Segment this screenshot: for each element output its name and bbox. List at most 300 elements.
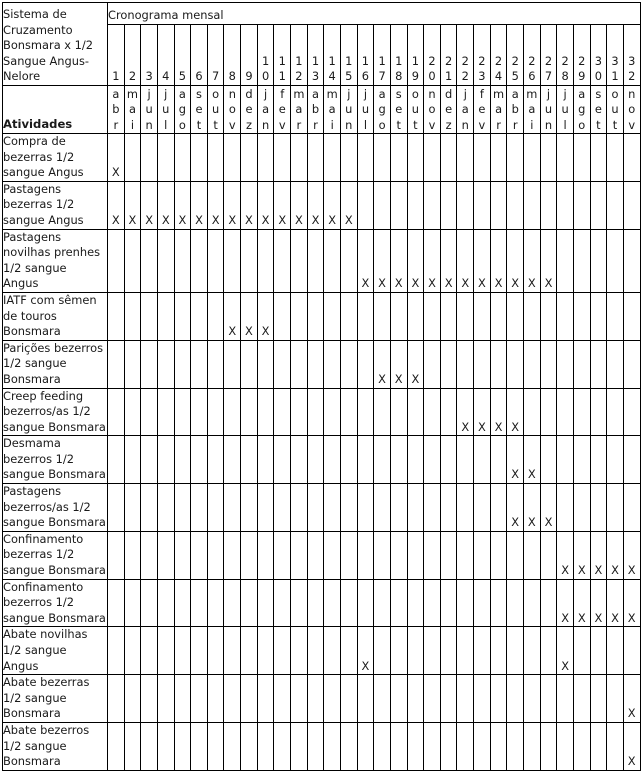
month-number-28: 2 8 [557,25,574,86]
schedule-cell [590,388,607,436]
schedule-cell [174,722,191,770]
schedule-cell [507,531,524,579]
system-title-line: Sangue Angus- [3,53,90,68]
schedule-cell [174,675,191,723]
schedule-cell [191,340,208,388]
schedule-cell [274,675,291,723]
schedule-cell [291,627,308,675]
month-abbr-14: m a i [324,86,341,134]
schedule-cell [390,388,407,436]
activity-label: Confinamento bezerras 1/2 sangue Bonsmara [3,531,108,579]
schedule-cell [573,340,590,388]
schedule-cell [623,436,640,484]
month-number-30: 3 0 [590,25,607,86]
schedule-cell [507,722,524,770]
schedule-cell [440,722,457,770]
schedule-cell [440,484,457,532]
schedule-cell [474,579,491,627]
schedule-cell [357,388,374,436]
schedule-cell [607,181,624,229]
schedule-cell [440,388,457,436]
activity-row [3,436,641,484]
schedule-mark: X [573,531,590,579]
month-number-1: 1 [108,25,125,86]
schedule-cell [524,388,541,436]
activity-label: Creep feeding bezerros/as 1/2 sangue Bonsmara [3,388,108,436]
schedule-cell [357,181,374,229]
schedule-cell [174,436,191,484]
schedule-cell [374,722,391,770]
schedule-cell [174,340,191,388]
schedule-cell [157,292,174,340]
schedule-cell [124,675,141,723]
schedule-cell [590,134,607,182]
month-abbr-25: a b r [507,86,524,134]
schedule-cell [174,134,191,182]
schedule-cell [124,292,141,340]
schedule-cell [124,229,141,292]
schedule-cell [424,722,441,770]
schedule-cell [390,484,407,532]
month-abbr-20: n o v [424,86,441,134]
schedule-cell [257,134,274,182]
schedule-mark: X [241,292,258,340]
schedule-cell [490,627,507,675]
schedule-cell [557,134,574,182]
schedule-cell [573,627,590,675]
schedule-cell [241,436,258,484]
schedule-cell [174,531,191,579]
schedule-cell [490,531,507,579]
schedule-mark: X [407,340,424,388]
schedule-cell [474,292,491,340]
schedule-cell [241,722,258,770]
schedule-cell [457,675,474,723]
schedule-mark: X [557,579,574,627]
schedule-cell [108,388,125,436]
schedule-cell [424,627,441,675]
schedule-cell [557,181,574,229]
schedule-cell [174,229,191,292]
schedule-cell [607,484,624,532]
schedule-cell [474,722,491,770]
schedule-cell [141,292,158,340]
schedule-cell [374,484,391,532]
schedule-cell [540,531,557,579]
schedule-cell [407,484,424,532]
schedule-mark: X [474,229,491,292]
schedule-cell [474,340,491,388]
schedule-cell [241,484,258,532]
month-number-32: 3 2 [623,25,640,86]
schedule-mark: X [440,229,457,292]
schedule-cell [108,579,125,627]
schedule-mark: X [257,292,274,340]
schedule-mark: X [291,181,308,229]
schedule-cell [590,484,607,532]
schedule-cell [141,388,158,436]
schedule-cell [457,579,474,627]
schedule-mark: X [224,181,241,229]
schedule-cell [357,292,374,340]
schedule-cell [291,340,308,388]
schedule-cell [623,292,640,340]
schedule-cell [207,627,224,675]
schedule-cell [207,531,224,579]
cronograma-table [2,2,641,771]
schedule-cell [623,388,640,436]
schedule-cell [573,722,590,770]
schedule-cell [141,484,158,532]
schedule-cell [191,292,208,340]
schedule-mark: X [424,229,441,292]
schedule-cell [457,484,474,532]
schedule-cell [241,388,258,436]
schedule-mark: X [207,181,224,229]
schedule-mark: X [374,229,391,292]
schedule-cell [291,229,308,292]
schedule-cell [257,388,274,436]
schedule-cell [141,436,158,484]
schedule-cell [357,722,374,770]
schedule-cell [324,531,341,579]
schedule-cell [424,484,441,532]
schedule-cell [390,627,407,675]
schedule-mark: X [357,229,374,292]
schedule-cell [241,340,258,388]
schedule-cell [124,722,141,770]
schedule-cell [124,484,141,532]
schedule-cell [307,134,324,182]
schedule-cell [191,229,208,292]
schedule-cell [440,531,457,579]
schedule-cell [241,134,258,182]
schedule-cell [191,388,208,436]
schedule-cell [257,675,274,723]
schedule-mark: X [623,531,640,579]
schedule-cell [291,675,308,723]
schedule-cell [374,579,391,627]
schedule-cell [307,579,324,627]
schedule-cell [407,675,424,723]
schedule-cell [590,675,607,723]
schedule-cell [507,292,524,340]
schedule-cell [557,292,574,340]
month-abbr-29: a g o [573,86,590,134]
month-abbr-5: a g o [174,86,191,134]
schedule-cell [357,484,374,532]
schedule-cell [191,436,208,484]
schedule-cell [457,627,474,675]
schedule-cell [607,388,624,436]
schedule-cell [524,722,541,770]
schedule-cell [457,134,474,182]
activity-row [3,627,641,675]
schedule-cell [224,484,241,532]
schedule-cell [157,531,174,579]
month-abbr-19: o u t [407,86,424,134]
schedule-cell [224,531,241,579]
month-abbr-24: m a r [490,86,507,134]
schedule-cell [573,134,590,182]
schedule-cell [257,531,274,579]
schedule-cell [623,484,640,532]
schedule-cell [557,388,574,436]
month-number-27: 2 7 [540,25,557,86]
schedule-cell [623,229,640,292]
schedule-cell [324,229,341,292]
schedule-cell [124,340,141,388]
schedule-cell [157,627,174,675]
month-abbr-2: m a i [124,86,141,134]
schedule-mark: X [108,181,125,229]
activity-label: Abate bezerros 1/2 sangue Bonsmara [3,722,108,770]
schedule-cell [307,388,324,436]
schedule-cell [108,436,125,484]
month-number-10: 1 0 [257,25,274,86]
schedule-cell [157,436,174,484]
schedule-cell [507,675,524,723]
schedule-cell [124,388,141,436]
schedule-cell [573,229,590,292]
schedule-cell [291,388,308,436]
month-abbr-32: n o v [623,86,640,134]
schedule-mark: X [590,579,607,627]
schedule-cell [540,181,557,229]
month-abbr-30: s e t [590,86,607,134]
schedule-cell [424,340,441,388]
schedule-mark: X [124,181,141,229]
schedule-mark: X [174,181,191,229]
month-number-7: 7 [207,25,224,86]
schedule-cell [607,675,624,723]
schedule-cell [124,531,141,579]
schedule-mark: X [557,531,574,579]
schedule-cell [623,627,640,675]
month-abbr-21: d e z [440,86,457,134]
system-title-line: Sistema de [3,7,67,22]
schedule-cell [324,484,341,532]
schedule-cell [424,531,441,579]
month-abbr-6: s e t [191,86,208,134]
month-abbr-31: o u t [607,86,624,134]
month-abbr-23: f e v [474,86,491,134]
month-number-26: 2 6 [524,25,541,86]
month-number-17: 1 7 [374,25,391,86]
schedule-cell [474,484,491,532]
schedule-cell [607,292,624,340]
activities-header: Atividades [3,86,108,134]
schedule-cell [490,675,507,723]
schedule-mark: X [357,627,374,675]
schedule-cell [324,340,341,388]
schedule-cell [540,675,557,723]
schedule-mark: X [540,484,557,532]
schedule-mark: X [607,579,624,627]
schedule-cell [440,627,457,675]
schedule-mark: X [307,181,324,229]
schedule-cell [557,436,574,484]
schedule-cell [108,722,125,770]
schedule-cell [540,722,557,770]
schedule-cell [374,181,391,229]
month-number-29: 2 9 [573,25,590,86]
schedule-cell [157,722,174,770]
schedule-cell [307,340,324,388]
cronograma-label: Cronograma mensal [108,3,641,25]
schedule-cell [474,436,491,484]
schedule-cell [440,134,457,182]
schedule-cell [157,675,174,723]
schedule-mark: X [590,531,607,579]
month-abbr-13: a b r [307,86,324,134]
system-title [3,3,108,86]
schedule-cell [274,388,291,436]
schedule-cell [524,531,541,579]
schedule-cell [440,292,457,340]
schedule-cell [291,579,308,627]
month-abbr-12: m a r [291,86,308,134]
schedule-cell [357,675,374,723]
schedule-cell [474,181,491,229]
schedule-cell [324,388,341,436]
schedule-cell [291,436,308,484]
schedule-cell [291,292,308,340]
schedule-cell [557,675,574,723]
schedule-cell [207,579,224,627]
month-abbr-15: j u n [340,86,357,134]
activity-label: Abate novilhas 1/2 sangue Angus [3,627,108,675]
activity-row [3,722,641,770]
schedule-cell [607,722,624,770]
schedule-cell [157,340,174,388]
schedule-cell [207,229,224,292]
schedule-cell [524,134,541,182]
schedule-cell [207,484,224,532]
schedule-cell [274,579,291,627]
schedule-cell [157,388,174,436]
schedule-cell [141,627,158,675]
activity-row [3,484,641,532]
schedule-cell [108,292,125,340]
month-abbr-22: j a n [457,86,474,134]
schedule-cell [157,484,174,532]
schedule-mark: X [540,229,557,292]
month-abbr-28: j u l [557,86,574,134]
schedule-cell [340,292,357,340]
month-number-6: 6 [191,25,208,86]
schedule-cell [607,134,624,182]
activity-row [3,675,641,723]
schedule-cell [291,722,308,770]
schedule-cell [590,436,607,484]
schedule-cell [390,181,407,229]
schedule-cell [607,340,624,388]
schedule-cell [307,229,324,292]
schedule-cell [141,340,158,388]
schedule-mark: X [274,181,291,229]
schedule-cell [524,292,541,340]
month-number-19: 1 9 [407,25,424,86]
schedule-cell [440,579,457,627]
schedule-cell [324,134,341,182]
schedule-cell [257,340,274,388]
month-number-8: 8 [224,25,241,86]
month-abbr-27: j u n [540,86,557,134]
schedule-cell [274,229,291,292]
schedule-cell [457,292,474,340]
schedule-cell [590,340,607,388]
schedule-cell [424,436,441,484]
schedule-mark: X [457,388,474,436]
schedule-cell [390,675,407,723]
month-number-13: 1 3 [307,25,324,86]
schedule-cell [108,340,125,388]
schedule-cell [224,579,241,627]
schedule-cell [274,627,291,675]
schedule-mark: X [607,531,624,579]
schedule-cell [573,292,590,340]
schedule-cell [540,388,557,436]
system-title-line: Cruzamento [3,22,73,37]
month-number-3: 3 [141,25,158,86]
schedule-cell [340,579,357,627]
schedule-cell [390,292,407,340]
schedule-cell [357,340,374,388]
schedule-cell [191,579,208,627]
schedule-cell [557,229,574,292]
schedule-cell [291,484,308,532]
schedule-cell [374,436,391,484]
schedule-mark: X [623,579,640,627]
month-abbr-4: j u l [157,86,174,134]
schedule-cell [474,627,491,675]
schedule-mark: X [507,388,524,436]
schedule-cell [141,675,158,723]
schedule-mark: X [191,181,208,229]
activity-label: Confinamento bezerros 1/2 sangue Bonsmara [3,579,108,627]
schedule-cell [590,229,607,292]
schedule-cell [457,531,474,579]
schedule-cell [340,436,357,484]
schedule-cell [274,531,291,579]
schedule-cell [141,579,158,627]
schedule-cell [108,675,125,723]
schedule-cell [174,484,191,532]
month-abbr-10: j a n [257,86,274,134]
month-number-24: 2 4 [490,25,507,86]
schedule-cell [457,722,474,770]
schedule-cell [340,722,357,770]
activity-label: Pastagens bezerras 1/2 sangue Angus [3,181,108,229]
schedule-cell [407,181,424,229]
schedule-cell [474,531,491,579]
schedule-cell [340,388,357,436]
month-number-18: 1 8 [390,25,407,86]
schedule-cell [507,627,524,675]
schedule-cell [540,292,557,340]
schedule-cell [224,229,241,292]
schedule-cell [524,675,541,723]
header-row-top [3,3,641,25]
schedule-cell [623,340,640,388]
schedule-mark: X [507,436,524,484]
schedule-cell [307,436,324,484]
month-abbr-11: f e v [274,86,291,134]
schedule-cell [424,292,441,340]
schedule-cell [374,627,391,675]
schedule-cell [490,484,507,532]
